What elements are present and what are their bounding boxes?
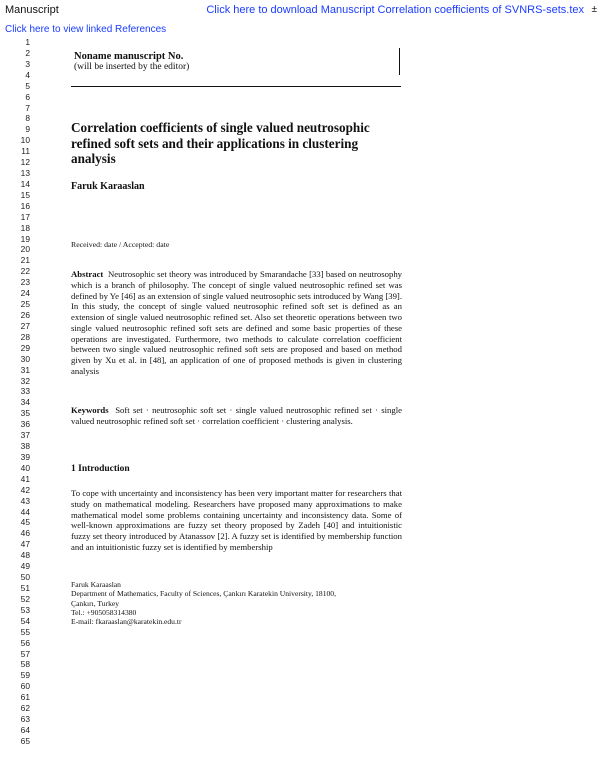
line-number: 46 xyxy=(20,528,30,539)
line-number: 54 xyxy=(20,615,30,626)
line-number: 15 xyxy=(20,189,30,200)
introduction-paragraph: To cope with uncertainty and inconsistency has been very important matter for researchers that study on mathematical modeling. Researchers have proposed many approximations to make mathematical model some problems containing uncertainty and inconsistency data. Some of well-known approximations are fuzzy set theory proposed by Zadeh [40] and intuitionistic fuzzy set theory introduced by Atanassov [2]. A fuzzy set is identified by membership function and an intuitionistic fuzzy set is identified by membership xyxy=(71,488,402,552)
line-number: 55 xyxy=(20,626,30,637)
top-bar xyxy=(0,0,600,22)
journal-box-divider xyxy=(399,48,400,75)
line-number: 27 xyxy=(20,320,30,331)
line-number: 42 xyxy=(20,484,30,495)
line-number: 53 xyxy=(20,604,30,615)
affiliation-name: Faruk Karaaslan xyxy=(71,580,121,589)
line-number: 45 xyxy=(20,517,30,528)
line-number: 48 xyxy=(20,550,30,561)
line-number: 40 xyxy=(20,462,30,473)
line-number: 24 xyxy=(20,288,30,299)
paper-title: Correlation coefficients of single valued neutrosophic refined soft sets and their applications in clustering analysis xyxy=(71,120,370,166)
journal-manuscript-subtitle: (will be inserted by the editor) xyxy=(74,62,190,72)
line-number: 64 xyxy=(20,724,30,735)
line-number: 63 xyxy=(20,714,30,725)
line-number: 17 xyxy=(20,211,30,222)
line-number: 30 xyxy=(20,353,30,364)
page-marker: ± xyxy=(591,4,597,15)
keywords xyxy=(71,405,402,427)
line-number: 44 xyxy=(20,506,30,517)
line-number: 37 xyxy=(20,430,30,441)
received-date: Received: date / Accepted: date xyxy=(71,240,170,249)
line-number: 28 xyxy=(20,331,30,342)
line-number: 9 xyxy=(25,124,30,135)
line-number: 6 xyxy=(25,91,30,102)
journal-manuscript-title: Noname manuscript No. xyxy=(74,51,184,62)
line-number: 61 xyxy=(20,692,30,703)
line-number: 19 xyxy=(20,233,30,244)
keywords-label: Keywords xyxy=(71,405,109,415)
line-number: 50 xyxy=(20,572,30,583)
line-number: 25 xyxy=(20,299,30,310)
line-number: 3 xyxy=(25,58,30,69)
line-number: 11 xyxy=(21,146,30,157)
abstract-label: Abstract xyxy=(71,269,104,279)
abstract-text: Neutrosophic set theory was introduced by Smarandache [33] based on neutrosophy which is a branch of philosophy. The concept of single valued neutrosophic refined set was defined by Ye [46] as an extension of single valued neutrosophic sets introduced by Wang [39]. In this study, the concept of single valued neutrosophic refined soft set is defined as an extension of single valued neutrosophic refined set. Also set theoretic operations between two single valued neutrosophic refined soft sets are defined and some basic properties of these operations are investigated. Furthermore, two methods to calculate correlation coefficient between two single valued neutrosophic refined soft sets are proposed and based on method given by Xu et al. in [48], an application of one of proposed methods is given in clustering analysis xyxy=(71,269,403,376)
line-number: 29 xyxy=(20,342,30,353)
manuscript-label: Manuscript xyxy=(5,4,59,16)
line-number: 56 xyxy=(20,637,30,648)
line-number: 14 xyxy=(20,178,30,189)
line-number: 52 xyxy=(20,593,30,604)
line-number: 35 xyxy=(20,408,30,419)
affiliation-department: Department of Mathematics, Faculty of Sciences, Çankırı Karatekin University, 18100, xyxy=(71,589,337,599)
line-number: 4 xyxy=(25,69,30,80)
line-number: 49 xyxy=(20,561,30,572)
line-number: 60 xyxy=(20,681,30,692)
line-number: 18 xyxy=(20,222,30,233)
author-name: Faruk Karaaslan xyxy=(71,181,145,192)
line-number: 36 xyxy=(20,419,30,430)
line-number: 23 xyxy=(20,277,30,288)
line-number: 22 xyxy=(20,266,30,277)
line-number: 8 xyxy=(25,113,30,124)
line-number: 59 xyxy=(20,670,30,681)
line-number: 41 xyxy=(20,473,30,484)
affiliation-telephone: Tel.: +905058314380 xyxy=(71,607,137,617)
download-manuscript-link[interactable]: Click here to download Manuscript Correlation coefficients of SVNRS-sets.tex xyxy=(206,4,584,16)
line-number: 1 xyxy=(25,37,30,47)
line-number: 20 xyxy=(20,244,30,255)
line-number: 16 xyxy=(20,200,30,211)
linked-references-link[interactable]: Click here to view linked References xyxy=(5,24,167,35)
line-number: 38 xyxy=(20,441,30,452)
affiliation-city: Çankırı, Turkey xyxy=(71,598,120,608)
line-number: 57 xyxy=(20,648,30,659)
line-number: 26 xyxy=(20,310,30,320)
line-number: 58 xyxy=(20,659,30,670)
line-number: 65 xyxy=(20,735,30,746)
line-number: 13 xyxy=(20,168,30,179)
line-number: 62 xyxy=(20,703,30,714)
line-number: 43 xyxy=(20,495,30,506)
line-number: 51 xyxy=(20,583,30,593)
line-number: 12 xyxy=(20,157,30,168)
line-number: 32 xyxy=(20,375,30,386)
line-number: 34 xyxy=(20,397,30,408)
section-heading-introduction: 1 Introduction xyxy=(71,464,130,474)
line-number: 7 xyxy=(25,102,30,113)
header-rule xyxy=(71,86,401,87)
line-number: 2 xyxy=(25,47,30,58)
line-number: 10 xyxy=(20,135,30,146)
abstract xyxy=(71,269,402,377)
line-number: 39 xyxy=(20,451,30,462)
affiliation-email: E-mail: fkaraaslan@karatekin.edu.tr xyxy=(71,617,182,627)
keywords-text: Soft set · neutrosophic soft set · single valued neutrosophic refined set · single valued neutrosophic refined soft set · correlation coefficient · clustering analysis. xyxy=(71,405,403,426)
affiliation-block xyxy=(71,580,402,626)
line-number: 33 xyxy=(20,386,30,397)
line-number: 5 xyxy=(25,80,30,91)
line-number: 31 xyxy=(20,364,30,375)
line-number: 21 xyxy=(20,255,30,266)
line-number: 47 xyxy=(20,539,30,550)
